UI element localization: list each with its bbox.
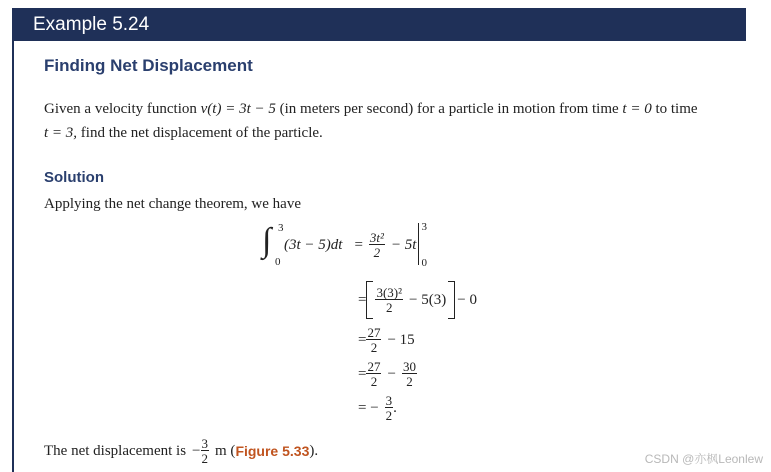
unit-text: m ( (215, 443, 236, 459)
integrand: (3t − 5)dt (284, 236, 343, 253)
term: − 5(3) (409, 291, 447, 308)
fraction (402, 360, 417, 388)
velocity-function: v(t) = 3t − 5 (200, 101, 276, 117)
fraction-numerator: 3 (201, 436, 209, 451)
example-number: Example 5.24 (33, 14, 150, 35)
fraction-denominator: 2 (201, 451, 209, 466)
fraction-numerator: 3 (385, 393, 393, 408)
conclusion-text: The net displacement is (44, 443, 187, 459)
evaluation-lower: 0 (421, 257, 427, 269)
equation-row-5 (358, 393, 397, 423)
minus-sign: − (192, 443, 201, 459)
example-header (12, 8, 746, 41)
left-border (12, 41, 14, 472)
minus-sign: − (387, 365, 396, 382)
fraction (366, 360, 381, 388)
solution-intro: Applying the net change theorem, we have (44, 196, 301, 212)
conclusion (44, 437, 318, 465)
solution-heading: Solution (44, 169, 104, 186)
fraction (375, 286, 403, 314)
fraction-numerator: 30 (402, 359, 416, 374)
example-title: Finding Net Displacement (44, 56, 253, 75)
equals-sign: = (358, 291, 367, 308)
integral-lower-limit: 0 (275, 256, 281, 268)
equation-row-4 (358, 358, 417, 390)
evaluation-upper: 3 (421, 221, 427, 233)
equals-sign: = − (358, 399, 379, 416)
right-bracket (448, 281, 455, 319)
equals-sign: = (354, 236, 363, 253)
fraction-numerator: 3(3)² (376, 285, 403, 300)
fraction-denominator: 2 (385, 408, 393, 423)
term: − 5t (390, 236, 417, 253)
conclusion-end: ). (309, 443, 319, 459)
integral-sign: ∫ 3 0 (262, 222, 284, 268)
problem-text-2: (in meters per second) for a particle in motion from time (279, 101, 619, 117)
end-time: t = 3, (44, 125, 78, 141)
watermark: CSDN @亦枫Leonlew (644, 452, 763, 466)
term: − 0 (457, 291, 477, 308)
problem-text-4: find the net displacement of the particle. (80, 125, 323, 141)
equation-row-3 (358, 325, 415, 355)
figure-link[interactable]: Figure 5.33 (235, 443, 310, 459)
equals-sign: = (358, 365, 367, 382)
fraction-denominator: 2 (386, 300, 393, 315)
evaluation-bar (416, 221, 430, 269)
period: . (393, 399, 397, 416)
integral-upper-limit: 3 (278, 222, 284, 234)
left-bracket (366, 281, 373, 319)
fraction-numerator: 27 (367, 359, 381, 374)
problem-text-1: Given a velocity function (44, 101, 197, 117)
equation-row-1 (262, 220, 430, 270)
problem-statement (44, 97, 734, 145)
fraction (201, 437, 210, 465)
fraction-numerator: 3t² (369, 230, 384, 245)
term: − 15 (387, 331, 415, 348)
fraction-denominator: 2 (370, 374, 378, 389)
fraction-denominator: 2 (406, 374, 413, 389)
fraction-denominator: 2 (370, 340, 378, 355)
problem-text-3: to time (655, 101, 698, 117)
fraction (366, 326, 381, 354)
equals-sign: = (358, 331, 367, 348)
fraction-numerator: 27 (367, 325, 381, 340)
fraction-denominator: 2 (373, 245, 381, 260)
fraction (369, 231, 385, 259)
start-time: t = 0 (622, 101, 652, 117)
fraction (385, 394, 394, 422)
equation-row-2 (358, 278, 477, 322)
